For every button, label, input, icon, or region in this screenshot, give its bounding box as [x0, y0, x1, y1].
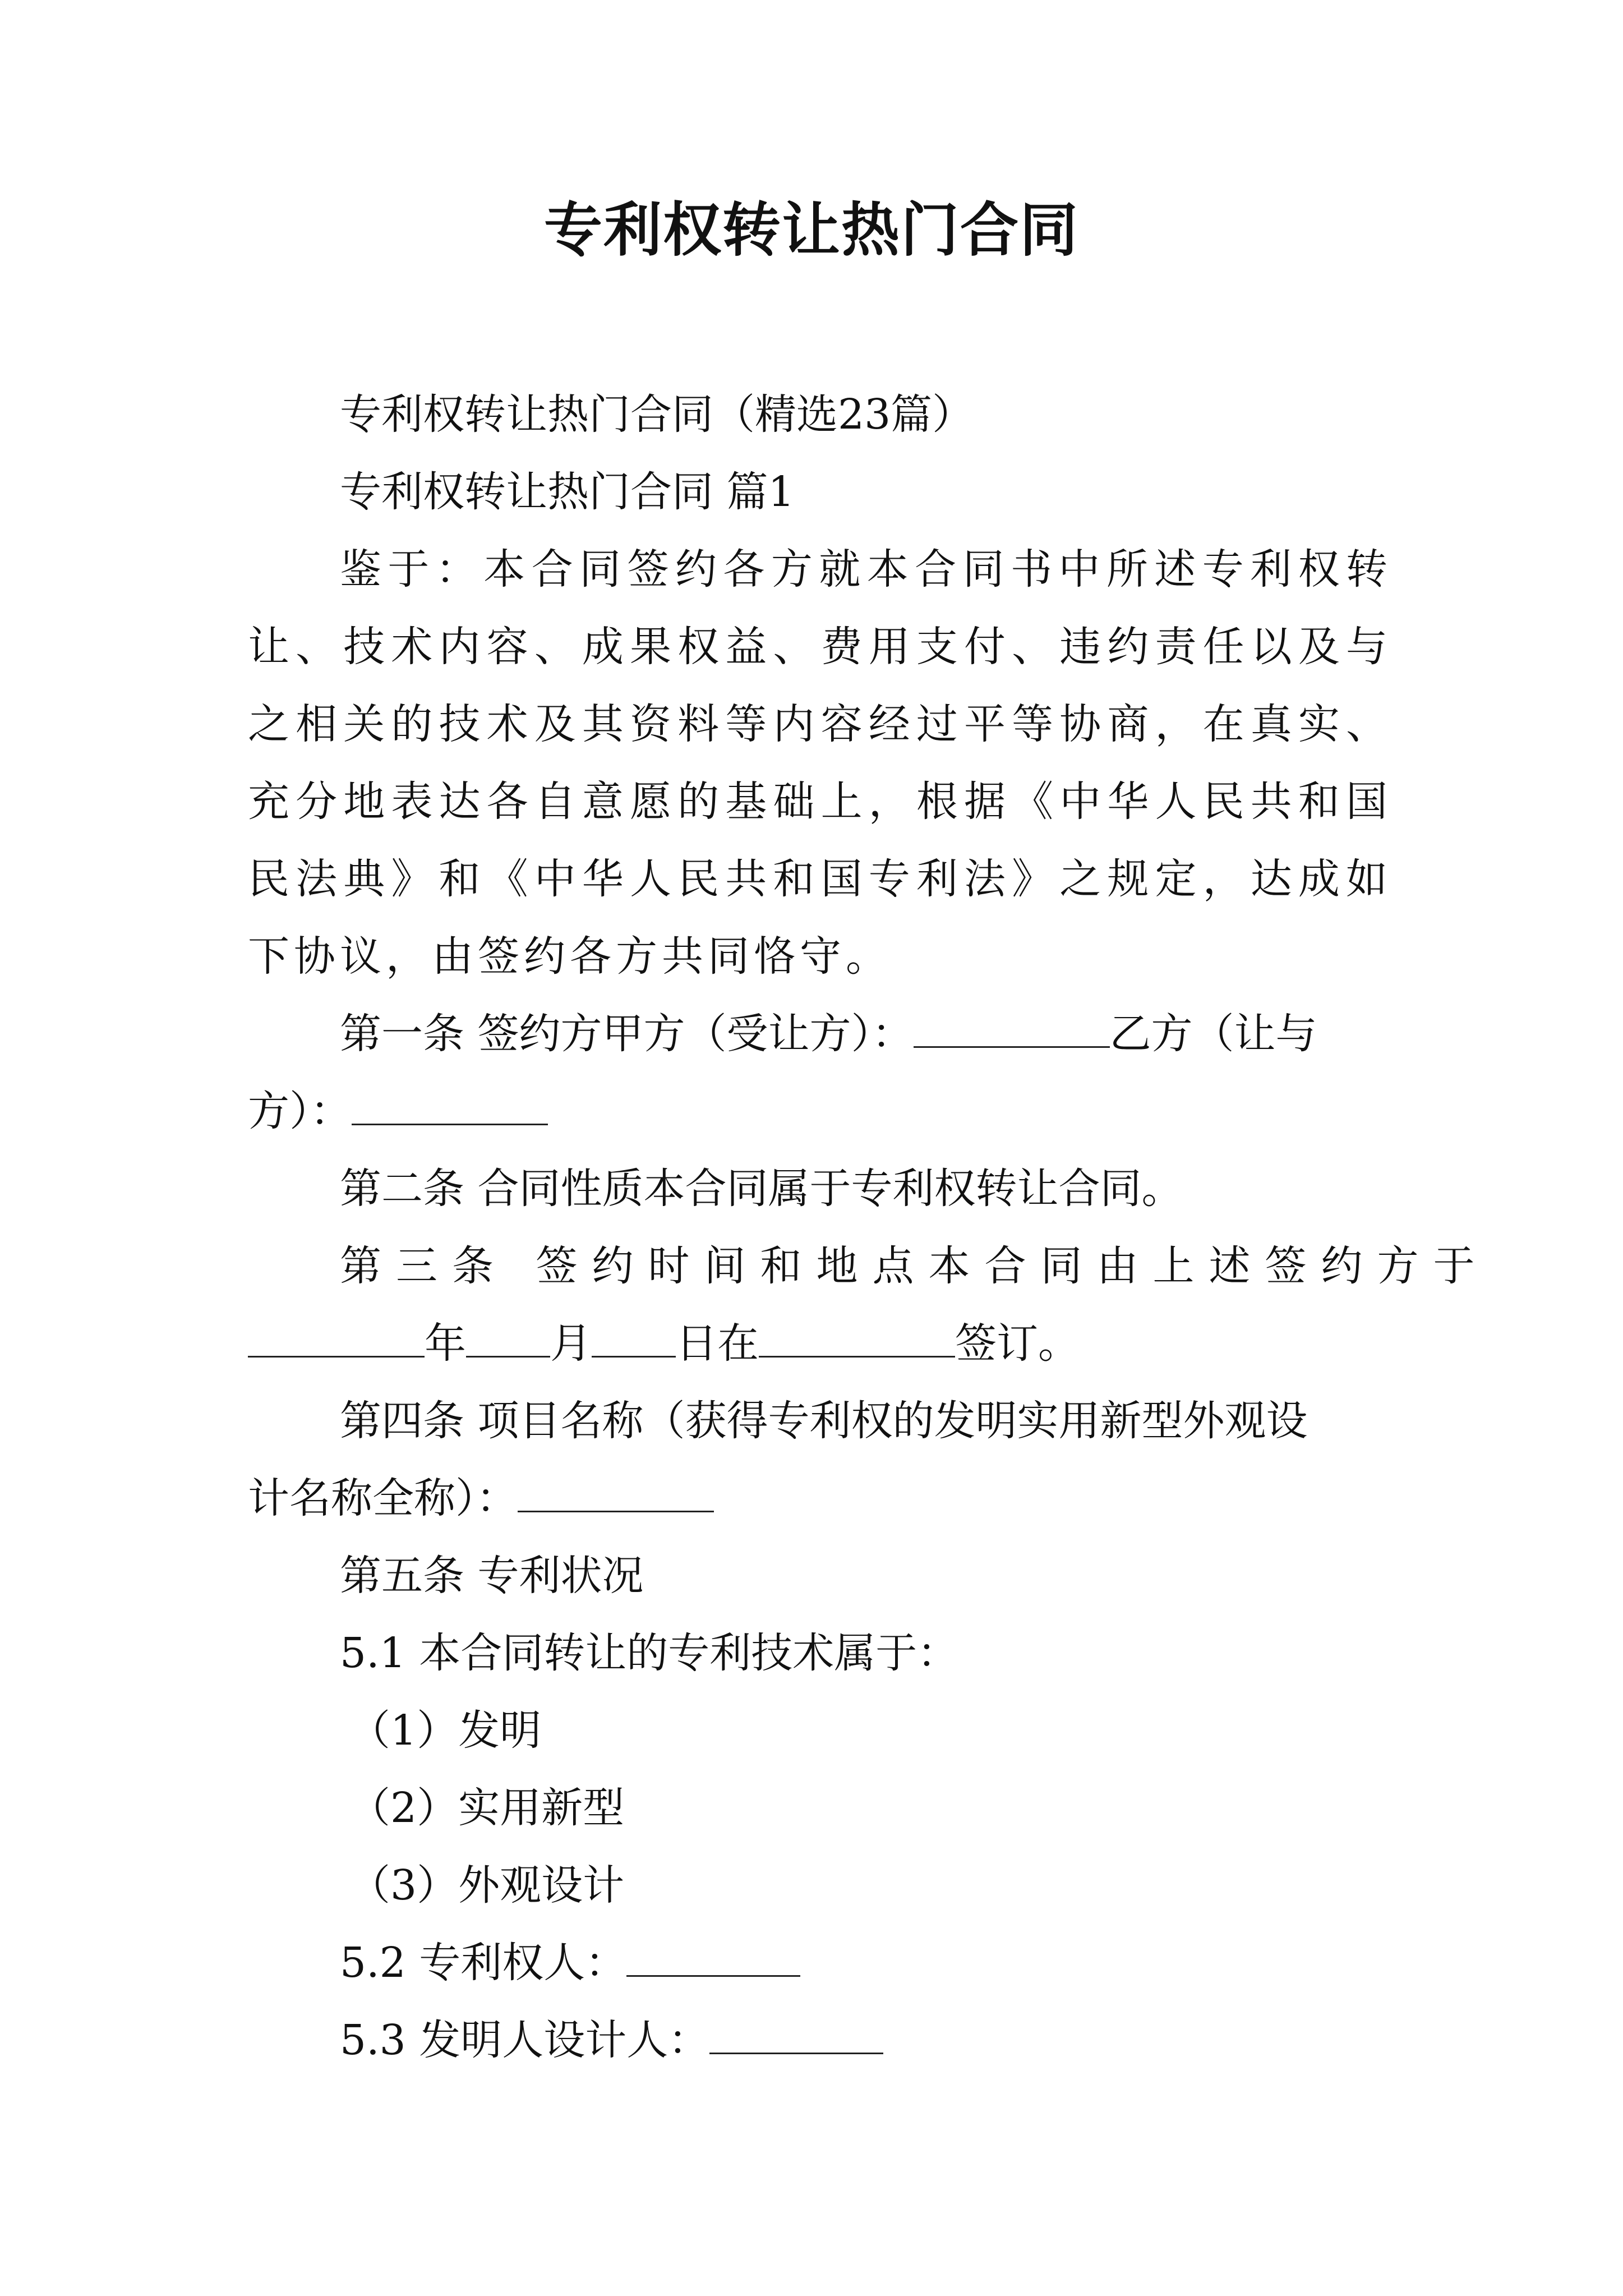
inventor-blank[interactable]	[709, 2019, 883, 2054]
article-1-line-1	[248, 995, 1392, 1073]
document-body	[248, 376, 1490, 2079]
option-design: （3）外观设计	[349, 1861, 625, 1910]
clause-5-2	[248, 1924, 1392, 2001]
inventor-label: 5.3 发明人设计人：	[340, 2016, 710, 2064]
project-name-blank[interactable]	[518, 1477, 714, 1512]
article-1-tail: 方）：	[248, 1087, 352, 1135]
document-title: 专利权转让热门合同	[543, 196, 1079, 264]
place-blank[interactable]	[759, 1322, 955, 1358]
article-1-line-2	[248, 1073, 1392, 1150]
article-3-line-2	[248, 1305, 1392, 1382]
option-utility-model: （2）实用新型	[349, 1784, 625, 1832]
preamble-paragraph: 鉴于：本合同签约各方就本合同书中所述专利权转让、技术内容、成果权益、费用支付、违约责任以及与之相关的技术及其资料等内容经过平等协商，在真实、充分地表达各自意愿的基础上，根据《中华人民共和国民法典》和《中华人民共和国专利法》之规定，达成如下协议，由签约各方共同恪守。	[248, 545, 1392, 981]
document-subtitle: 专利权转让热门合同（精选23篇）	[340, 390, 974, 439]
clause-5-3	[248, 2001, 1392, 2079]
option-invention: （1）发明	[349, 1706, 542, 1755]
party-a-blank[interactable]	[914, 1013, 1110, 1048]
day-blank[interactable]	[592, 1322, 676, 1358]
article-4-line-2	[248, 1460, 1392, 1537]
month-blank[interactable]	[466, 1322, 550, 1358]
month-label: 月	[550, 1319, 592, 1368]
day-label: 日在	[676, 1319, 759, 1368]
article-4-line-1: 第四条 项目名称（获得专利权的发明实用新型外观设	[340, 1397, 1308, 1445]
party-b-blank[interactable]	[352, 1090, 548, 1125]
article-1-prefix: 第一条 签约方甲方（受让方）：	[340, 1010, 914, 1058]
section-heading: 专利权转让热门合同 篇1	[340, 468, 795, 516]
patentee-blank[interactable]	[626, 1941, 800, 1977]
patentee-label: 5.2 专利权人：	[340, 1939, 627, 1987]
article-2: 第二条 合同性质本合同属于专利权转让合同。	[340, 1165, 1183, 1213]
clause-5-1: 5.1 本合同转让的专利技术属于：	[340, 1629, 959, 1677]
article-5: 第五条 专利状况	[340, 1552, 644, 1600]
signed-label: 签订。	[955, 1319, 1080, 1368]
article-1-mid: 乙方（让与	[1109, 1010, 1317, 1058]
year-label: 年	[425, 1319, 466, 1368]
article-4-label: 计名称全称）：	[248, 1474, 518, 1522]
year-blank[interactable]	[248, 1322, 425, 1358]
article-3-line-1: 第三条 签约时间和地点本合同由上述签约方于	[340, 1242, 1490, 1290]
